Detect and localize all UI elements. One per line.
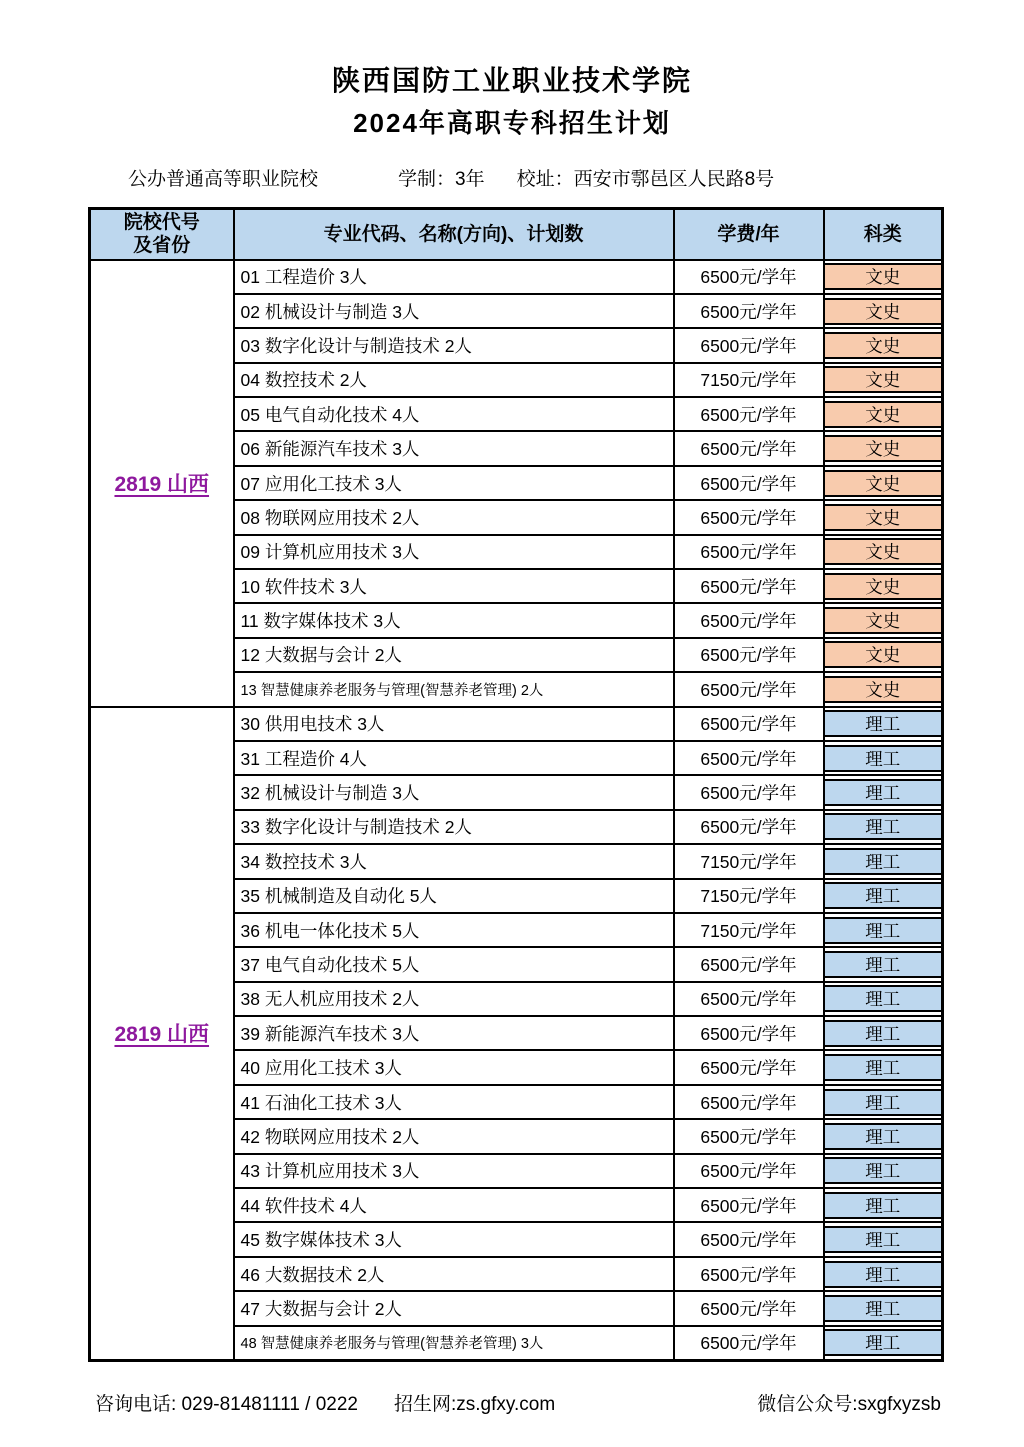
fee-cell: 6500元/学年 <box>674 397 824 431</box>
fee-cell: 7150元/学年 <box>674 913 824 947</box>
category-box: 文史 <box>825 641 942 668</box>
header-row <box>90 209 943 260</box>
website-label: 招生网:zs.gfxy.com <box>394 1394 556 1415</box>
category-box: 理工 <box>825 1054 942 1081</box>
major-cell: 33 数字化设计与制造技术 2人 <box>234 810 674 844</box>
category-cell <box>824 844 943 878</box>
category-cell <box>824 707 943 741</box>
fee-cell: 6500元/学年 <box>674 603 824 637</box>
category-cell <box>824 982 943 1016</box>
major-cell: 01 工程造价 3人 <box>234 260 674 294</box>
category-cell <box>824 397 943 431</box>
category-box: 理工 <box>825 882 942 909</box>
major-cell: 47 大数据与会计 2人 <box>234 1291 674 1325</box>
major-cell: 06 新能源汽车技术 3人 <box>234 431 674 465</box>
fee-cell: 6500元/学年 <box>674 1050 824 1084</box>
page-subtitle: 2024年高职专科招生计划 <box>353 108 671 138</box>
major-cell: 42 物联网应用技术 2人 <box>234 1119 674 1153</box>
major-cell: 34 数控技术 3人 <box>234 844 674 878</box>
major-cell: 44 软件技术 4人 <box>234 1188 674 1222</box>
school-info-line <box>128 168 774 192</box>
category-cell <box>824 638 943 672</box>
fee-cell: 6500元/学年 <box>674 328 824 362</box>
category-box: 理工 <box>825 1261 942 1288</box>
category-box: 文史 <box>825 366 942 393</box>
major-cell: 10 软件技术 3人 <box>234 569 674 603</box>
category-box: 文史 <box>825 538 942 565</box>
category-cell <box>824 500 943 534</box>
fee-cell: 6500元/学年 <box>674 1119 824 1153</box>
category-box: 文史 <box>825 607 942 634</box>
enrollment-plan-table <box>88 207 944 1362</box>
fee-cell: 7150元/学年 <box>674 363 824 397</box>
table-section-wenshi <box>90 260 943 707</box>
fee-cell: 6500元/学年 <box>674 535 824 569</box>
major-cell: 35 机械制造及自动化 5人 <box>234 879 674 913</box>
category-box: 理工 <box>825 710 942 737</box>
category-cell <box>824 260 943 294</box>
category-cell <box>824 328 943 362</box>
header-college-code <box>90 209 234 260</box>
category-box: 理工 <box>825 813 942 840</box>
fee-cell: 6500元/学年 <box>674 982 824 1016</box>
fee-cell: 7150元/学年 <box>674 844 824 878</box>
category-box: 文史 <box>825 263 942 290</box>
fee-cell: 6500元/学年 <box>674 1085 824 1119</box>
category-cell <box>824 947 943 981</box>
category-cell <box>824 1050 943 1084</box>
category-box: 理工 <box>825 745 942 772</box>
category-box: 文史 <box>825 504 942 531</box>
table-row <box>90 260 943 294</box>
major-cell: 43 计算机应用技术 3人 <box>234 1154 674 1188</box>
table-header <box>90 209 943 260</box>
fee-cell: 6500元/学年 <box>674 569 824 603</box>
category-box: 理工 <box>825 1329 942 1356</box>
footer-left-group <box>95 1392 555 1418</box>
category-cell <box>824 1154 943 1188</box>
category-cell <box>824 1222 943 1256</box>
major-cell: 11 数字媒体技术 3人 <box>234 603 674 637</box>
major-cell: 05 电气自动化技术 4人 <box>234 397 674 431</box>
category-box: 理工 <box>825 848 942 875</box>
fee-cell: 7150元/学年 <box>674 879 824 913</box>
address-label: 校址：西安市鄠邑区人民路8号 <box>516 169 775 190</box>
header-fee: 学费/年 <box>674 209 824 260</box>
category-box: 理工 <box>825 985 942 1012</box>
major-cell: 02 机械设计与制造 3人 <box>234 294 674 328</box>
school-type-label: 公办普通高等职业院校 <box>128 169 319 190</box>
page-title: 陕西国防工业职业技术学院 <box>331 65 692 96</box>
major-cell: 09 计算机应用技术 3人 <box>234 535 674 569</box>
fee-cell: 6500元/学年 <box>674 775 824 809</box>
major-cell: 07 应用化工技术 3人 <box>234 466 674 500</box>
fee-cell: 6500元/学年 <box>674 1291 824 1325</box>
category-box: 理工 <box>825 779 942 806</box>
category-cell <box>824 569 943 603</box>
major-cell: 32 机械设计与制造 3人 <box>234 775 674 809</box>
category-cell <box>824 810 943 844</box>
category-cell <box>824 913 943 947</box>
fee-cell: 6500元/学年 <box>674 1257 824 1291</box>
header-college-code-line1: 院校代号 <box>123 212 200 234</box>
category-box: 文史 <box>825 401 942 428</box>
category-box: 文史 <box>825 332 942 359</box>
category-box: 文史 <box>825 573 942 600</box>
major-cell: 48 智慧健康养老服务与管理(智慧养老管理) 3人 <box>234 1326 674 1361</box>
category-box: 文史 <box>825 435 942 462</box>
category-box: 文史 <box>825 470 942 497</box>
category-cell <box>824 363 943 397</box>
category-cell <box>824 1257 943 1291</box>
category-box: 理工 <box>825 1089 942 1116</box>
major-cell: 38 无人机应用技术 2人 <box>234 982 674 1016</box>
fee-cell: 6500元/学年 <box>674 1222 824 1256</box>
major-cell: 41 石油化工技术 3人 <box>234 1085 674 1119</box>
category-cell <box>824 775 943 809</box>
category-box: 理工 <box>825 917 942 944</box>
category-box: 理工 <box>825 1295 942 1322</box>
major-cell: 08 物联网应用技术 2人 <box>234 500 674 534</box>
header-major: 专业代码、名称(方向)、计划数 <box>234 209 674 260</box>
college-code-label: 2819 山西 <box>114 473 210 497</box>
fee-cell: 6500元/学年 <box>674 1326 824 1361</box>
category-box: 理工 <box>825 1020 942 1047</box>
header-category: 科类 <box>824 209 943 260</box>
table-section-ligong <box>90 707 943 1361</box>
table-row <box>90 707 943 741</box>
category-cell <box>824 1119 943 1153</box>
category-cell <box>824 1326 943 1361</box>
fee-cell: 6500元/学年 <box>674 1016 824 1050</box>
category-box: 文史 <box>825 298 942 325</box>
category-box: 理工 <box>825 1157 942 1184</box>
category-cell <box>824 294 943 328</box>
category-cell <box>824 1085 943 1119</box>
category-cell <box>824 1188 943 1222</box>
category-cell <box>824 535 943 569</box>
major-cell: 03 数字化设计与制造技术 2人 <box>234 328 674 362</box>
major-cell: 36 机电一体化技术 5人 <box>234 913 674 947</box>
category-cell <box>824 672 943 706</box>
fee-cell: 6500元/学年 <box>674 810 824 844</box>
wechat-label: 微信公众号:sxgfxyzsb <box>757 1394 941 1415</box>
page-footer <box>95 1392 941 1418</box>
category-box: 理工 <box>825 1123 942 1150</box>
fee-cell: 6500元/学年 <box>674 947 824 981</box>
category-cell <box>824 1291 943 1325</box>
fee-cell: 6500元/学年 <box>674 1188 824 1222</box>
category-cell <box>824 879 943 913</box>
college-code-cell <box>90 260 234 707</box>
major-cell: 31 工程造价 4人 <box>234 741 674 775</box>
category-cell <box>824 1016 943 1050</box>
major-cell: 12 大数据与会计 2人 <box>234 638 674 672</box>
fee-cell: 6500元/学年 <box>674 500 824 534</box>
category-box: 文史 <box>825 676 942 703</box>
fee-cell: 6500元/学年 <box>674 294 824 328</box>
category-cell <box>824 603 943 637</box>
fee-cell: 6500元/学年 <box>674 260 824 294</box>
major-cell: 04 数控技术 2人 <box>234 363 674 397</box>
major-cell: 40 应用化工技术 3人 <box>234 1050 674 1084</box>
college-code-label: 2819 山西 <box>114 1023 210 1047</box>
college-code-cell <box>90 707 234 1361</box>
category-cell <box>824 741 943 775</box>
major-cell: 30 供用电技术 3人 <box>234 707 674 741</box>
fee-cell: 6500元/学年 <box>674 1154 824 1188</box>
fee-cell: 6500元/学年 <box>674 638 824 672</box>
category-cell <box>824 466 943 500</box>
major-cell: 46 大数据技术 2人 <box>234 1257 674 1291</box>
fee-cell: 6500元/学年 <box>674 707 824 741</box>
fee-cell: 6500元/学年 <box>674 431 824 465</box>
fee-cell: 6500元/学年 <box>674 741 824 775</box>
category-box: 理工 <box>825 1192 942 1219</box>
fee-cell: 6500元/学年 <box>674 672 824 706</box>
phone-label: 咨询电话: 029-81481111 / 0222 <box>95 1394 358 1415</box>
major-cell: 45 数字媒体技术 3人 <box>234 1222 674 1256</box>
major-cell: 37 电气自动化技术 5人 <box>234 947 674 981</box>
category-box: 理工 <box>825 1226 942 1253</box>
category-cell <box>824 431 943 465</box>
fee-cell: 6500元/学年 <box>674 466 824 500</box>
category-box: 理工 <box>825 951 942 978</box>
major-cell: 13 智慧健康养老服务与管理(智慧养老管理) 2人 <box>234 672 674 706</box>
duration-label: 学制：3年 <box>398 169 485 190</box>
header-college-code-line2: 及省份 <box>133 235 191 257</box>
major-cell: 39 新能源汽车技术 3人 <box>234 1016 674 1050</box>
